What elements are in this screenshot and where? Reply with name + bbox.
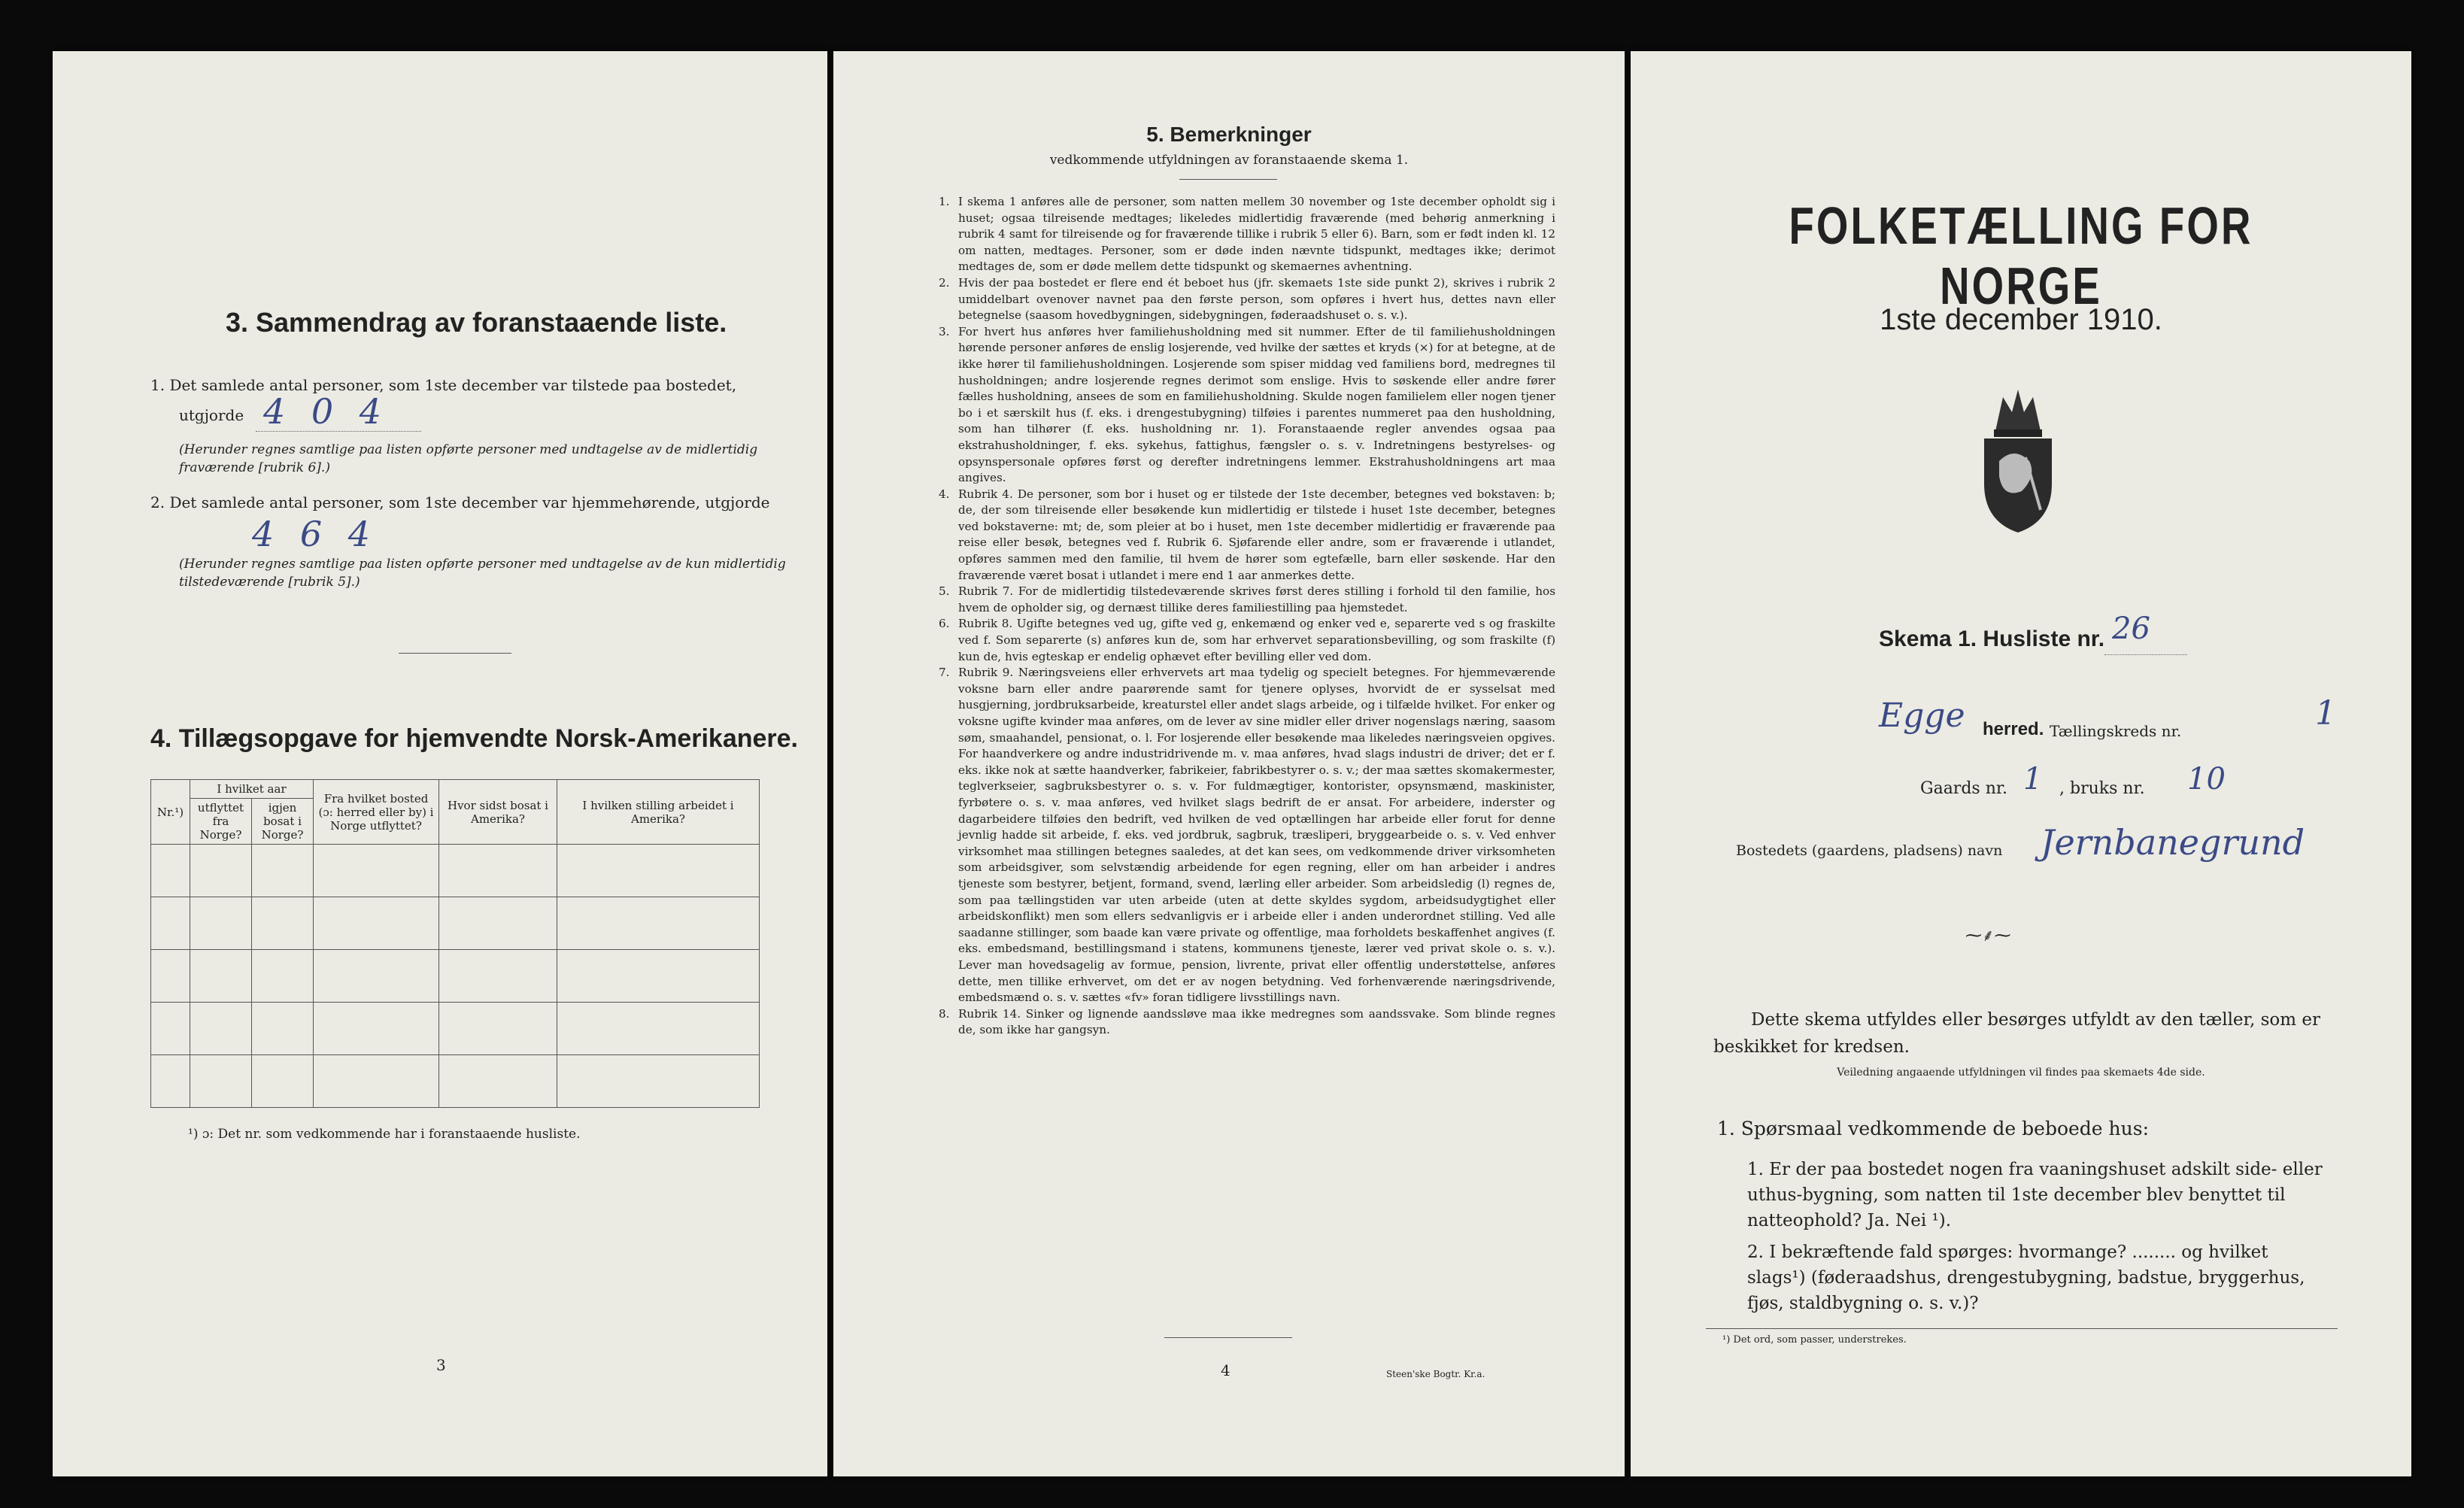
kreds-value: 1	[2315, 694, 2336, 733]
census-title: FOLKETÆLLING FOR NORGE	[1789, 196, 2253, 315]
remark-item: 4. Rubrik 4. De personer, som bor i huset og er tilstede der 1ste december, betegnes ved bokstaven: b; de, der som tilreisende eller besøkende kun midlertidig er tilstede i huset 1ste december, betegnes ved bokstaverne: mt; de, som pleier at bo i huset, men 1ste december midlertidig er fraværende paa reise eller besøk, betegnes ved f. Rubrik 6. Sjøfarende eller andre, som er fraværende i utlandet, opføres sammen med den familie, til hvem de hører som egtefælle, barn eller søskende. Har den fraværende været bosat i utlandet i mere end 1 aar anmerkes dette.	[939, 487, 1555, 582]
section-3-title: 3. Sammendrag av foranstaaende liste.	[226, 307, 727, 338]
herred-value: Egge	[1879, 696, 1965, 735]
section-4-title: 4. Tillægsopgave for hjemvendte Norsk-Amerikanere.	[150, 724, 798, 753]
th-group: I hvilket aar	[190, 780, 314, 799]
item1-dotted-line	[256, 431, 421, 432]
th-igjen: igjen bosat i Norge?	[252, 799, 314, 845]
item1-handwritten-value: 4 0 4	[263, 391, 390, 432]
item1-utgjorde-label: utgjorde	[179, 406, 244, 424]
skema-label: Skema 1. Husliste nr.	[1879, 627, 2105, 651]
page-number: 4	[1221, 1361, 1230, 1379]
remarks-subtitle: vedkommende utfyldningen av foranstaaende skema 1.	[1049, 153, 1409, 168]
remark-item: 8. Rubrik 14. Sinker og lignende aandssløve maa ikke medregnes som aandssvake. Som blinde regnes de, som ikke har gangsyn.	[939, 1006, 1555, 1037]
bosted-label: Bostedets (gaardens, pladsens) navn	[1736, 842, 2003, 859]
kreds-label: Tællingskreds nr.	[2050, 722, 2182, 740]
divider	[1164, 1337, 1292, 1338]
footnote: ¹) Det ord, som passer, understrekes.	[1722, 1334, 1907, 1346]
front-page	[1631, 51, 2411, 1476]
item2-note: (Herunder regnes samtlige paa listen opførte personer med undtagelse av de kun midlertidig tilstedeværende [rubrik 5].)	[179, 557, 786, 590]
remark-item: 7. Rubrik 9. Næringsveiens eller erhvervets art maa tydelig og specielt betegnes. For hjemmeværende voksne barn eller andre paarørende samt for tjenere oplyses, hvorvidt de er sysselsat med husgjerning, jordbruksarbeide, kreaturstel eller andet slags arbeide, og i tilfælde hvilket. For enker og voksne ugifte kvinder maa anføres, om de lever av sine midler eller driver nogenslags næring, saasom søm, smaahandel, pensionat, o. l. For losjerende eller besøkende maa likeledes næringsveien opgives. For haandverkere og andre industridrivende m. v. maa anføres, hvad slags industri de driver; det er f. eks. ikke nok at sætte haandverker, fabrikeier, fabrikbestyrer o. s. v.; der maa sættes skomakermester, teglverkseier, sagbruksbestyrer o. s. v. For fuldmægtiger, kontorister, opsynsmænd, maskinister, fyrbøtere o. s. v. maa anføres, ved hvilket slags bedrift de er ansat. For arbeidere, inderster og dagarbeidere tilføies den bedrift, ved hvilken de ved optællingen har arbeide eller forut for denne jevnlig hadde sit arbeide, f. eks. ved jordbruk, sagbruk, træsliperi, bryggearbeide o. s. v. Ved enhver virksomhet maa stillingen betegnes saaledes, at det kan sees, om vedkommende driver virksomheten som arbeidsgiver, som selvstændig arbeidende for egen regning, eller om han arbeider i andres tjeneste som bestyrer, betjent, formand, svend, lærling eller arbeider. Som arbeidsledig (l) regnes de, som paa tællingstiden var uten arbeide (uten at dette skyldes sygdom, arbeidsudygtighet eller arbeidskonflikt) men som ellers sedvanligvis er i arbeide eller i anden underordnet stilling. Ved alle saadanne stillinger, som baade kan være private og offentlige, maa forholdets beskaffenhet angives (f. eks. embedsmand, bestillingsmand i statens, kommunens tjeneste, lærer ved privat skole o. s. v.). Lever man hovedsagelig av formue, pension, livrente, privat eller offentlig understøttelse, anføres dette, men tillike erhvervet, om det er av nogen betydning. Ved forhenværende næringsdrivende, embedsmænd o. s. v. sættes «fv» foran tidligere livsstillings navn.	[939, 666, 1555, 1005]
remarks-list	[939, 194, 1555, 1039]
th-stilling: I hvilken stilling arbeidet i Amerika?	[557, 780, 760, 845]
coat-of-arms-icon	[1973, 378, 2063, 536]
item2-handwritten-value: 4 6 4	[252, 514, 378, 554]
table-row	[151, 1003, 760, 1055]
page-3-summary	[53, 51, 827, 1476]
item2-text: 2. Det samlede antal personer, som 1ste december var hjemmehørende, utgjorde	[150, 493, 770, 511]
husliste-value: 26	[2112, 611, 2150, 646]
page-4-remarks	[833, 51, 1625, 1476]
husliste-dotted-line	[2104, 654, 2187, 655]
page-number: 3	[436, 1356, 446, 1374]
question-2: 2. I bekræftende fald spørges: hvormange? ........ og hvilket slags¹) (føderaadshus, drengestubygning, badstue, bryggerhus, fjøs, staldbygning o. s. v.)?	[1747, 1243, 2305, 1313]
footnote-rule	[1706, 1328, 2338, 1329]
th-fra: Fra hvilket bosted (ɔ: herred eller by) i Norge utflyttet?	[314, 780, 439, 845]
veiledning-text: Veiledning angaaende utfyldningen vil findes paa skemaets 4de side.	[1837, 1067, 2205, 1079]
gaards-label: Gaards nr.	[1920, 779, 2007, 798]
th-hvor: Hvor sidst bosat i Amerika?	[439, 780, 557, 845]
table-row	[151, 845, 760, 897]
census-date: 1ste december 1910.	[1880, 303, 2162, 336]
norsk-amerikanere-table	[150, 779, 760, 1108]
divider	[1179, 179, 1277, 180]
item1-note: (Herunder regnes samtlige paa listen opførte personer med undtagelse av de midlertidig fraværende [rubrik 6].)	[179, 442, 758, 475]
bruks-label: , bruks nr.	[2059, 779, 2145, 798]
herred-label: herred.	[1983, 719, 2044, 739]
intro-text: Dette skema utfyldes eller besørges utfyldt av den tæller, som er beskikket for kredsen.	[1713, 1010, 2321, 1057]
remark-item: 1. I skema 1 anføres alle de personer, som natten mellem 30 november og 1ste december opholdt sig i huset; ogsaa tilreisende medtages; likeledes midlertidig fraværende (med behørig anmerkning i rubrik 4 samt for tilreisende og for fraværende tillike i rubrik 5 eller 6). Barn, som er født inden kl. 12 om natten, medtages. Personer, som er døde inden nævnte tidspunkt, medtages ikke; derimot medtages de, som er døde mellem dette tidspunkt og skemaernes avhentning.	[939, 195, 1555, 274]
footnote: ¹) ɔ: Det nr. som vedkommende har i foranstaaende husliste.	[188, 1127, 581, 1142]
gaards-value: 1	[2023, 762, 2043, 796]
remarks-title: 5. Bemerkninger	[1146, 123, 1312, 146]
bosted-value: Jernbanegrund	[2041, 822, 2305, 863]
remark-item: 6. Rubrik 8. Ugifte betegnes ved ug, gifte ved g, enkemænd og enker ved e, separerte ved s og fraskilte ved f. Som separerte (s) anføres kun de, som har erhvervet separationsbevilling, og som fraskilte (f) kun de, hvis egteskap er endelig ophævet efter bevilling eller ved dom.	[939, 617, 1555, 663]
ornament: ⁓⸙⁓	[1965, 927, 2011, 945]
th-utflyttet: utflyttet fra Norge?	[190, 799, 252, 845]
divider	[399, 653, 511, 654]
item1-text: 1. Det samlede antal personer, som 1ste december var tilstede paa bostedet,	[150, 376, 737, 394]
bruks-value: 10	[2187, 762, 2226, 796]
printer-mark: Steen'ske Bogtr. Kr.a.	[1386, 1369, 1485, 1379]
questions-header: 1. Spørsmaal vedkommende de beboede hus:	[1717, 1118, 2149, 1139]
table-row	[151, 950, 760, 1003]
th-nr: Nr.¹)	[151, 780, 190, 845]
remark-item: 3. For hvert hus anføres hver familiehusholdning med sit nummer. Efter de til familiehusholdningen hørende personer anføres de enslig losjerende, ved hvilke der sættes et kryds (×) for at betegne, at de ikke hører til familiehusholdningen. Losjerende som spiser middag ved familiens bord, medregnes til husholdningen; andre losjerende regnes derimot som enslige. Hvis to søskende eller andre fører fælles husholdning, ansees de som en familiehusholdning. Skulde nogen familielem eller nogen tjener bo i et særskilt hus (f. eks. i drengestubygning) tilføies i parentes nummeret paa den husholdning, som han tilhører (f. eks. husholdning nr. 1). Foranstaaende regler anvendes ogsaa paa ekstrahusholdninger, f. eks. sykehus, fattighus, fængsler o. s. v. Indretningens bestyrelses- og opsynspersonale opføres først og derefter indretningens lemmer. Ekstrahusholdningens art maa angives.	[939, 324, 1555, 485]
remark-item: 5. Rubrik 7. For de midlertidig tilstedeværende skrives først deres stilling i forhold til den familie, hos hvem de opholder sig, og dernæst tillike deres familiestilling paa hjemstedet.	[939, 584, 1555, 614]
table-row	[151, 897, 760, 950]
remark-item: 2. Hvis der paa bostedet er flere end ét beboet hus (jfr. skemaets 1ste side punkt 2), skrives i rubrik 2 umiddelbart ovenover navnet paa den første person, som opføres i hvert hus, dettes navn eller betegnelse (saasom hovedbygningen, sidebygningen, føderaadshuset o. s. v.).	[939, 275, 1555, 323]
table-row	[151, 1055, 760, 1108]
question-1: 1. Er der paa bostedet nogen fra vaaningshuset adskilt side- eller uthus-bygning, som natten til 1ste december blev benyttet til natteophold? Ja. Nei ¹).	[1747, 1160, 2323, 1230]
